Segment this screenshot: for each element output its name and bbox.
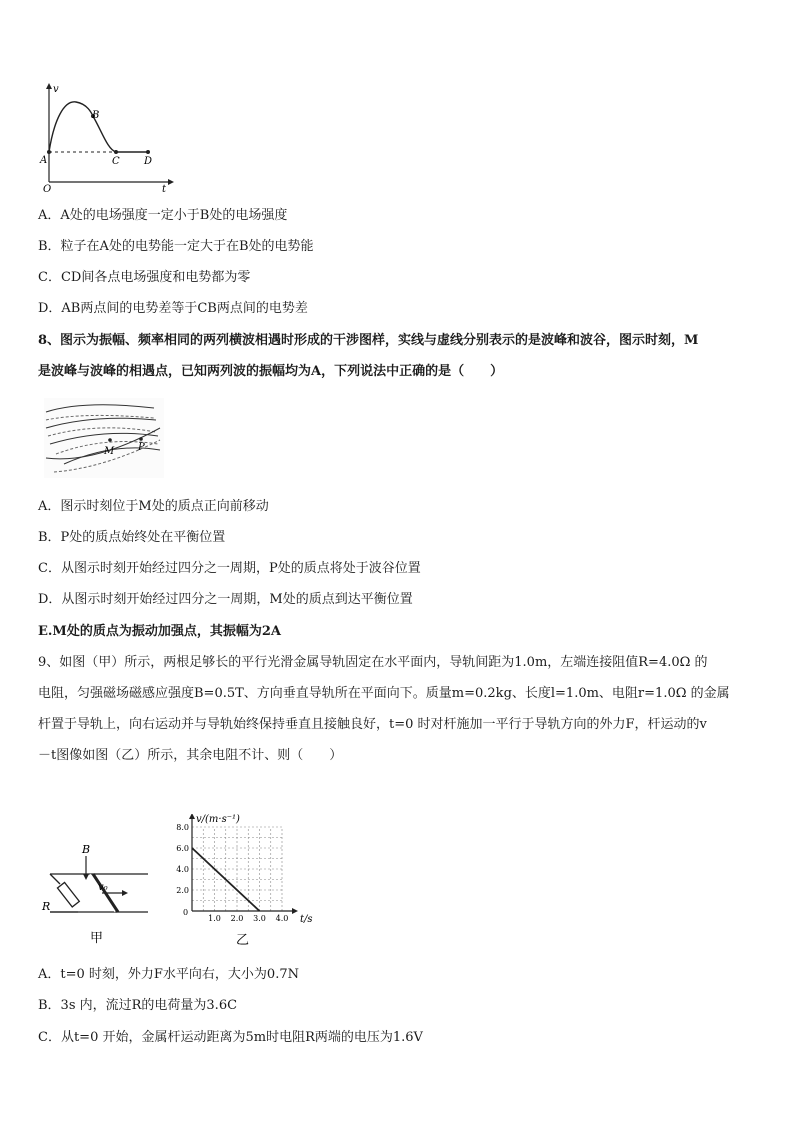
y-tick-label: 8.0 (176, 823, 189, 832)
v-axis-label: v (53, 84, 59, 95)
q8-option-b: B．P处的质点始终处在平衡位置 (38, 530, 226, 545)
y-tick-label: 4.0 (176, 865, 189, 874)
point-b-label: B (92, 110, 100, 121)
q9-stem-line2: 电阻，匀强磁场磁感应强度B=0.5T、方向垂直导轨所在平面向下。质量m=0.2kg、长度l=1.0m、电阻r=1.0Ω 的金属 (38, 686, 730, 701)
rail-circuit-figure (38, 838, 158, 948)
x-tick-label: 4.0 (275, 914, 289, 923)
point-a-label: A (40, 155, 48, 166)
q8-option-a: A．图示时刻位于M处的质点正向前移动 (38, 499, 269, 514)
interference-pattern-figure (44, 398, 164, 478)
x-tick-label: 3.0 (253, 914, 266, 923)
label-m: M (104, 446, 115, 457)
q7-option-a: A．A处的电场强度一定小于B处的电场强度 (38, 208, 288, 223)
t-axis-label: t (162, 184, 167, 195)
q7-option-b: B．粒子在A处的电势能一定大于在B处的电势能 (38, 239, 314, 254)
y-tick-label: 2.0 (176, 886, 189, 895)
label-v0: v₀ (98, 882, 108, 893)
label-r: R (42, 900, 51, 913)
q9-option-a: A．t=0 时刻，外力F水平向右，大小为0.7N (38, 967, 299, 982)
point-c-label: C (112, 156, 120, 167)
x-tick-label: 1.0 (208, 914, 221, 923)
q8-stem-line2: 是波峰与波峰的相遇点，已知两列波的振幅均为A，下列说法中正确的是（ ） (38, 364, 504, 379)
point-d-label: D (144, 156, 153, 167)
vt-curve-figure (36, 80, 176, 195)
q8-option-e: E.M处的质点为振动加强点，其振幅为2A (38, 624, 281, 639)
q9-stem-line1: 9、如图（甲）所示，两根足够长的平行光滑金属导轨固定在水平面内，导轨间距为1.0m，左端连接阻值R=4.0Ω 的 (38, 655, 708, 670)
q9-stem-line4: －t图像如图（乙）所示，其余电阻不计、则（ ） (38, 748, 343, 763)
q9-stem-line3: 杆置于导轨上，向右运动并与导轨始终保持垂直且接触良好，t=0 时对杆施加一平行于导轨方向的外力F，杆运动的v (38, 717, 707, 732)
q7-option-d: D．AB两点间的电势差等于CB两点间的电势差 (38, 301, 308, 316)
x-axis-label: t/s (300, 914, 313, 925)
label-p: P (138, 442, 145, 453)
x-tick-label: 2.0 (230, 914, 244, 923)
label-b: B (82, 843, 91, 856)
caption-yi: 乙 (236, 933, 250, 948)
q8-option-d: D．从图示时刻开始经过四分之一周期，M处的质点到达平衡位置 (38, 592, 413, 607)
y-axis-label: v/(m·s⁻¹) (196, 814, 240, 825)
q9-option-b: B．3s 内，流过R的电荷量为3.6C (38, 998, 238, 1013)
y-tick-label: 6.0 (176, 844, 189, 853)
q9-option-c: C．从t=0 开始，金属杆运动距离为5m时电阻R两端的电压为1.6V (38, 1030, 423, 1045)
q7-option-c: C．CD间各点电场强度和电势都为零 (38, 270, 251, 285)
origin-tick-label: 0 (183, 908, 189, 917)
q8-stem-line1: 8、图示为振幅、频率相同的两列横波相遇时形成的干涉图样，实线与虚线分别表示的是波峰和波谷，图示时刻，M (38, 333, 699, 348)
vt-graph-figure (166, 814, 326, 948)
caption-jia: 甲 (90, 931, 104, 946)
origin-label: O (43, 184, 52, 195)
q8-option-c: C．从图示时刻开始经过四分之一周期，P处的质点将处于波谷位置 (38, 561, 421, 576)
